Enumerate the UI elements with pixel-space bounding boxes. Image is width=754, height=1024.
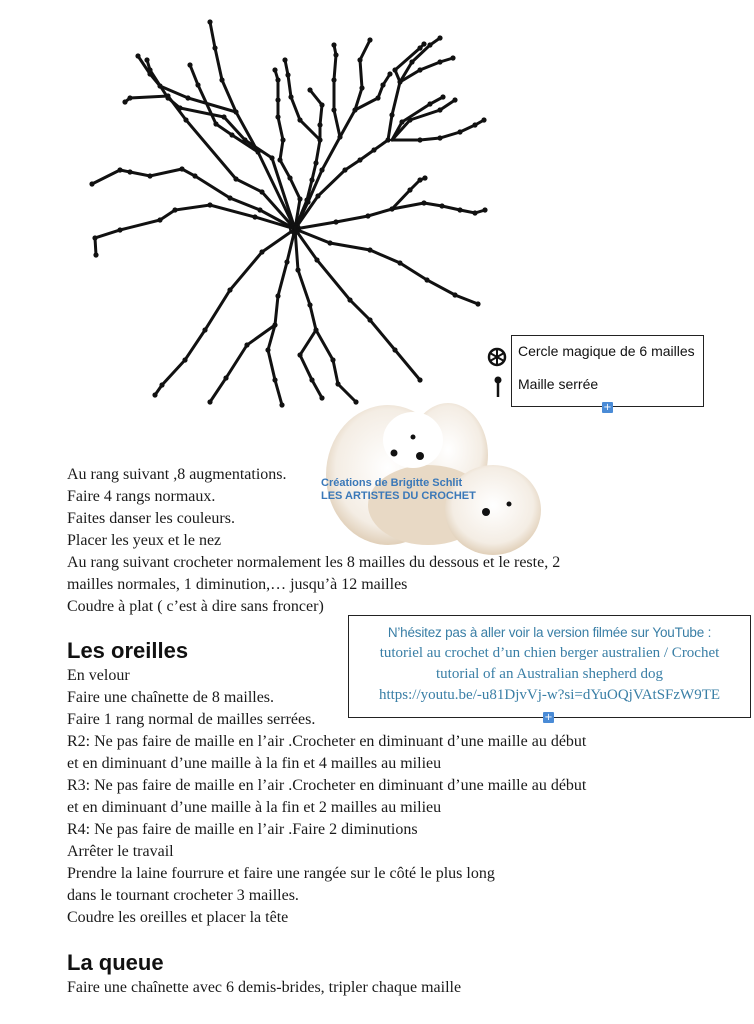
diagram-stitch: [285, 72, 290, 77]
intro-line: Faites danser les couleurs.: [67, 510, 235, 527]
diagram-stitch: [317, 122, 322, 127]
diagram-stitch: [389, 206, 394, 211]
diagram-stitch: [450, 55, 455, 60]
youtube-note-intro: N’hésitez pas à aller voir la version filmée sur YouTube :: [387, 625, 712, 640]
diagram-stitch: [397, 260, 402, 265]
ears-line: En velour: [67, 667, 130, 684]
diagram-stitch: [409, 59, 414, 64]
diagram-stitch-row: [138, 56, 236, 112]
diagram-stitch: [424, 277, 429, 282]
ears-line: dans le tournant crocheter 3 mailles.: [67, 887, 299, 904]
diagram-stitch: [387, 71, 392, 76]
diagram-stitch: [269, 155, 274, 160]
diagram-stitch-row: [285, 60, 320, 140]
diagram-stitch: [457, 207, 462, 212]
diagram-stitch: [179, 166, 184, 171]
youtube-video-title: tutoriel au crochet d’un chien berger australien / Crochet: [379, 645, 720, 661]
intro-line: Au rang suivant crocheter normalement les 8 mailles du dessous et le reste, 2: [67, 554, 561, 571]
diagram-stitch: [157, 217, 162, 222]
ears-line: Arrêter le travail: [67, 843, 174, 860]
diagram-stitch-row: [295, 229, 322, 398]
diagram-stitch: [367, 247, 372, 252]
diagram-stitch: [183, 117, 188, 122]
diagram-stitch: [313, 327, 318, 332]
diagram-stitch: [481, 117, 486, 122]
diagram-stitch: [437, 59, 442, 64]
diagram-stitch: [357, 57, 362, 62]
diagram-stitch: [437, 107, 442, 112]
diagram-stitch: [182, 357, 187, 362]
diagram-stitch: [272, 322, 277, 327]
diagram-stitch: [275, 77, 280, 82]
diagram-stitch: [437, 135, 442, 140]
diagram-stitch: [309, 177, 314, 182]
diagram-stitch: [187, 62, 192, 67]
diagram-stitch: [152, 392, 157, 397]
diagram-stitch: [392, 67, 397, 72]
diagram-stitch: [375, 95, 380, 100]
youtube-video-title-cont: tutorial of an Australian shepherd dog: [435, 666, 664, 682]
diagram-stitch: [284, 259, 289, 264]
diagram-stitch: [157, 83, 162, 88]
diagram-stitch: [275, 293, 280, 298]
diagram-stitch: [227, 195, 232, 200]
diagram-stitch: [233, 109, 238, 114]
diagram-stitch: [331, 77, 336, 82]
diagram-stitch: [221, 114, 226, 119]
diagram-stitch: [309, 377, 314, 382]
legend-label-magic-ring: Cercle magique de 6 mailles: [518, 343, 695, 359]
intro-line: Faire 4 rangs normaux.: [67, 488, 216, 505]
diagram-stitch: [165, 93, 170, 98]
diagram-stitch: [397, 79, 402, 84]
diagram-stitch: [315, 193, 320, 198]
diagram-stitch: [127, 169, 132, 174]
legend-label-single-crochet: Maille serrée: [518, 376, 599, 392]
diagram-stitch: [252, 214, 257, 219]
diagram-stitch: [437, 35, 442, 40]
diagram-stitch: [333, 219, 338, 224]
diagram-stitch-row: [334, 45, 340, 137]
diagram-stitch: [319, 102, 324, 107]
diagram-stitch: [407, 187, 412, 192]
watermark-line2: LES ARTISTES DU CROCHET: [321, 490, 476, 502]
intro-line: Coudre à plat ( c’est à dire sans froncer): [67, 598, 324, 615]
diagram-stitch: [195, 82, 200, 87]
diagram-stitch: [265, 347, 270, 352]
diagram-stitch: [342, 167, 347, 172]
diagram-stitch: [327, 240, 332, 245]
diagram-stitch: [452, 292, 457, 297]
diagram-stitch: [307, 87, 312, 92]
diagram-stitch: [272, 67, 277, 72]
diagram-stitch: [297, 352, 302, 357]
diagram-stitch: [347, 297, 352, 302]
intro-line: Placer les yeux et le nez: [67, 532, 222, 549]
diagram-stitch: [359, 85, 364, 90]
diagram-stitch: [147, 173, 152, 178]
diagram-stitch: [280, 137, 285, 142]
ears-line: R3: Ne pas faire de maille en l’air .Crocheter en diminuant d’une maille au début: [67, 777, 587, 794]
diagram-stitch: [330, 357, 335, 362]
diagram-stitch: [427, 42, 432, 47]
diagram-stitch: [244, 342, 249, 347]
diagram-stitch: [185, 95, 190, 100]
diagram-stitch: [389, 112, 394, 117]
diagram-stitch-row: [316, 330, 356, 402]
youtube-link[interactable]: https://youtu.be/-u81DjvVj-w?si=dYuOQjVAtSFzW9TE: [378, 687, 721, 703]
diagram-stitch-row: [125, 96, 295, 229]
diagram-stitch: [367, 37, 372, 42]
diagram-stitch: [277, 157, 282, 162]
diagram-stitch: [127, 95, 132, 100]
diagram-stitch: [255, 149, 260, 154]
diagram-stitch: [282, 57, 287, 62]
ears-line: Prendre la laine fourrure et faire une rangée sur le côté le plus long: [67, 865, 495, 882]
diagram-stitch-row: [210, 325, 275, 402]
expand-handle-youtube[interactable]: +: [544, 712, 553, 723]
diagram-stitch: [417, 177, 422, 182]
diagram-stitch: [233, 176, 238, 181]
diagram-stitch: [297, 196, 302, 201]
diagram-stitch: [227, 287, 232, 292]
diagram-stitch: [117, 227, 122, 232]
diagram-stitch-row: [268, 229, 295, 405]
diagram-stitch: [331, 107, 336, 112]
diagram-stitch: [219, 77, 224, 82]
diagram-stitch: [212, 45, 217, 50]
diagram-stitch: [380, 82, 385, 87]
diagram-stitch: [440, 94, 445, 99]
diagram-stitch: [319, 167, 324, 172]
diagram-stitch-row: [295, 203, 424, 229]
diagram-stitch: [407, 117, 412, 122]
diagram-stitch: [475, 301, 480, 306]
diagram-stitch: [337, 134, 342, 139]
diagram-stitch: [421, 200, 426, 205]
diagram-stitch: [417, 67, 422, 72]
ears-line: R2: Ne pas faire de maille en l’air .Crocheter en diminuant d’une maille au début: [67, 733, 587, 750]
tail-line: Faire une chaînette avec 6 demis-brides, tripler chaque maille: [67, 979, 462, 996]
diagram-stitch: [314, 257, 319, 262]
section-title-ears: Les oreilles: [67, 638, 189, 663]
diagram-stitch: [385, 137, 390, 142]
ears-line: R4: Ne pas faire de maille en l’air .Faire 2 diminutions: [67, 821, 418, 838]
diagram-stitch: [335, 381, 340, 386]
diagram-stitch: [92, 235, 97, 240]
ears-line: et en diminuant d’une maille à la fin et 4 mailles au milieu: [67, 755, 442, 772]
diagram-stitch: [147, 67, 152, 72]
diagram-stitch: [207, 202, 212, 207]
diagram-stitch: [317, 137, 322, 142]
diagram-stitch: [457, 129, 462, 134]
ears-line: Faire 1 rang normal de mailles serrées.: [67, 711, 316, 728]
diagram-stitch: [172, 207, 177, 212]
diagram-stitch: [352, 107, 357, 112]
diagram-stitch: [122, 99, 127, 104]
diagram-stitch: [357, 157, 362, 162]
diagram-stitch: [417, 45, 422, 50]
diagram-stitch: [207, 399, 212, 404]
diagram-stitch: [417, 377, 422, 382]
diagram-stitch: [427, 101, 432, 106]
diagram-stitch: [144, 57, 149, 62]
diagram-stitch: [259, 249, 264, 254]
diagram-stitch: [279, 402, 284, 407]
diagram-stitch: [288, 94, 293, 99]
diagram-stitch: [331, 42, 336, 47]
diagram-stitch: [422, 175, 427, 180]
diagram-stitch: [452, 97, 457, 102]
diagram-stitch-row: [210, 22, 295, 229]
diagram-stitch: [439, 203, 444, 208]
magic-ring-icon: [487, 347, 507, 367]
expand-handle-legend[interactable]: +: [603, 402, 612, 413]
diagram-stitch: [159, 382, 164, 387]
diagram-stitch: [304, 197, 309, 202]
diagram-stitch: [421, 41, 426, 46]
diagram-stitch: [202, 327, 207, 332]
diagram-stitch: [93, 252, 98, 257]
diagram-stitch: [177, 105, 182, 110]
diagram-stitch: [399, 119, 404, 124]
diagram-stitch: [207, 19, 212, 24]
diagram-stitch: [213, 121, 218, 126]
ears-line: Faire une chaînette de 8 mailles.: [67, 689, 275, 706]
intro-line: mailles normales, 1 diminution,… jusqu’à 12 mailles: [67, 576, 408, 593]
diagram-stitch-row: [295, 229, 420, 380]
intro-line: Au rang suivant ,8 augmentations.: [67, 466, 287, 483]
diagram-stitch: [417, 137, 422, 142]
diagram-stitch: [472, 210, 477, 215]
diagram-stitch: [117, 167, 122, 172]
ears-line: et en diminuant d’une maille à la fin et 2 mailles au milieu: [67, 799, 442, 816]
diagram-stitch: [259, 189, 264, 194]
diagram-stitch: [275, 97, 280, 102]
diagram-stitch: [287, 175, 292, 180]
diagram-stitch: [242, 137, 247, 142]
diagram-stitch: [192, 173, 197, 178]
diagram-stitch: [313, 160, 318, 165]
diagram-stitch: [365, 213, 370, 218]
youtube-note-box: [348, 615, 751, 718]
diagram-stitch: [295, 267, 300, 272]
photo-watermark: [321, 477, 476, 503]
diagram-stitch: [257, 207, 262, 212]
diagram-stitch: [135, 53, 140, 58]
ears-line: Coudre les oreilles et placer la tête: [67, 909, 289, 926]
diagram-stitch: [367, 317, 372, 322]
diagram-stitch: [223, 375, 228, 380]
diagram-stitch: [472, 122, 477, 127]
diagram-stitch: [272, 377, 277, 382]
diagram-stitch: [229, 132, 234, 137]
diagram-stitch: [371, 147, 376, 152]
diagram-stitch: [89, 181, 94, 186]
section-title-tail: La queue: [67, 950, 164, 975]
diagram-stitch: [333, 52, 338, 57]
diagram-stitch: [297, 117, 302, 122]
diagram-stitch: [392, 347, 397, 352]
diagram-stitch: [275, 114, 280, 119]
watermark-line1: Créations de Brigitte Schlit: [321, 477, 463, 489]
diagram-stitch: [482, 207, 487, 212]
diagram-stitch: [307, 302, 312, 307]
